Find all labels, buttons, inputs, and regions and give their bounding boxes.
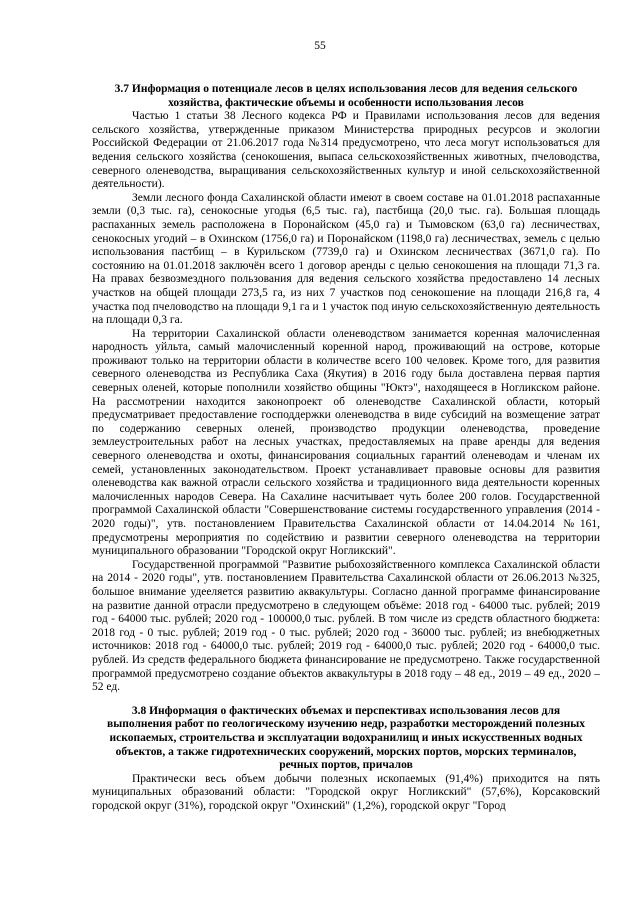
section-3-8-heading: 3.8 Информация о фактических объемах и перспективах использования лесов для выполнения работ по геологическому изучению недр, разработки месторождений полезных ископаемых, строительства и эксплуатации водохранилищ и иных искусственных водных объектов, а также гидротехнических сооружений, морских портов, морских терминалов, речных портов, причалов xyxy=(107,704,585,772)
page-content xyxy=(92,83,600,813)
section-3-7-paragraph-3: На территории Сахалинской области оленеводством занимается коренная малочисленная народность уйльта, самый малочисленный коренной народ, проживающий на острове, которые проживают только на территории области в количестве всего 100 человек. Кроме того, для развития северного оленеводства из Республика Саха (Якутия) в 2016 году была доставлена первая партия северных оленей, которые пополнили хозяйство общины "Юктэ", находящееся в Ногликском районе. На рассмотрении находится законопроект об оленеводстве Сахалинской области, который предусматривает предоставление господдержки оленеводства в виде субсидий на возмещение затрат по содержанию северных оленей, производство продукции оленеводства, проведение землеустроительных работ на лесных участках, предоставляемых на праве аренды для ведения северного оленеводства и охоты, финансирования социальных гарантий оленеводам и членам их семей, установленных законодательством. Проект устанавливает правовые основы для развития оленеводства как важной отрасли сельского хозяйства и традиционного вида деятельности коренных малочисленных народов Севера. На Сахалине насчитывает чуть более 200 голов. Государственной программой Сахалинской области "Совершенствование системы государственного управления (2014 - 2020 годы)", утв. постановлением Правительства Сахалинской области от 14.04.2014 №161, предусмотрены мероприятия по содействию и развитии северного оленеводства на территории муниципального образовании "Городской округ Ногликский". xyxy=(92,327,600,558)
page-number: 55 xyxy=(314,40,326,52)
section-3-7-paragraph-2: Земли лесного фонда Сахалинской области имеют в своем составе на 01.01.2018 распаханные земли (0,3 тыс. га), сенокосные угодья (6,5 тыс. га), пастбища (20,0 тыс. га). Большая площадь распаханных земель расположена в Поронайском (45,0 га) и Тымовском (63,0 га) лесничествах, сенокосных угодий – в Охинском (1756,0 га) и Поронайском (1198,0 га) лесничествах, земель с целью использования пастбищ – в Курильском (7739,0 га) и Охинском лесничествах (3671,0 га). По состоянию на 01.01.2018 заключён всего 1 договор аренды с целью сенокошения на площади 71,3 га. На правах безвозмездного пользования для ведения сельского хозяйства предоставлено 14 лесных участков на общей площади 273,5 га, из них 7 участков под сенокошение на площади 216,8 га, 4 участка под пчеловодство на площади 9,1 га и 1 участок под иную сельскохозяйственную деятельность на площади 0,3 га. xyxy=(92,191,600,327)
section-spacer xyxy=(92,695,600,705)
section-3-7-paragraph-4: Государственной программой "Развитие рыбохозяйственного комплекса Сахалинской области на 2014 - 2020 годы", утв. постановлением Правительства Сахалинской области от 26.06.2013 №325, большое внимание удееляется развитию аквакультуры. Согласно данной программе финансирование на развитие данной отрасли предусмотрено в следующем объёме: 2018 год - 64000 тыс. рублей; 2019 год - 64000 тыс. рублей; 2020 год - 100000,0 тыс. рублей. В том числе из средств областного бюджета: 2018 год - 0 тыс. рублей; 2019 год - 0 тыс. рублей; 2020 год - 36000 тыс. рублей; из внебюджетных источников: 2018 год - 64000,0 тыс. рублей; 2019 год - 64000,0 тыс. рублей; 2020 год - 64000,0 тыс. рублей. Из средств федерального бюджета финансирование не предусмотрено. Также государственной программой предусмотрено создание объектов аквакультуры в 2018 году – 48 ед., 2019 – 49 ед., 2020 – 52 ед. xyxy=(92,558,600,694)
section-3-7-paragraph-1: Частью 1 статьи 38 Лесного кодекса РФ и Правилами использования лесов для ведения сельского хозяйства, утвержденные приказом Министерства природных ресурсов и экологии Российской Федерации от 21.06.2017 года №314 предусмотрено, что леса могут использоваться для ведения сельского хозяйства (сенокошения, выпаса сельскохозяйственных животных, пчеловодства, северного оленеводства, выращивания сельскохозяйственных культур и иной сельскохозяйственной деятельности). xyxy=(92,110,600,191)
section-3-7-heading: 3.7 Информация о потенциале лесов в целях использования лесов для ведения сельского хозяйства, фактические объемы и особенности использования лесов xyxy=(114,83,578,109)
section-3-8-paragraph-1: Практически весь объем добычи полезных ископаемых (91,4%) приходится на пять муниципальных образований области: "Городской округ Ногликский" (57,6%), Корсаковский городской округ (31%), городской округ "Охинский" (1,2%), городской округ "Город xyxy=(92,772,600,812)
